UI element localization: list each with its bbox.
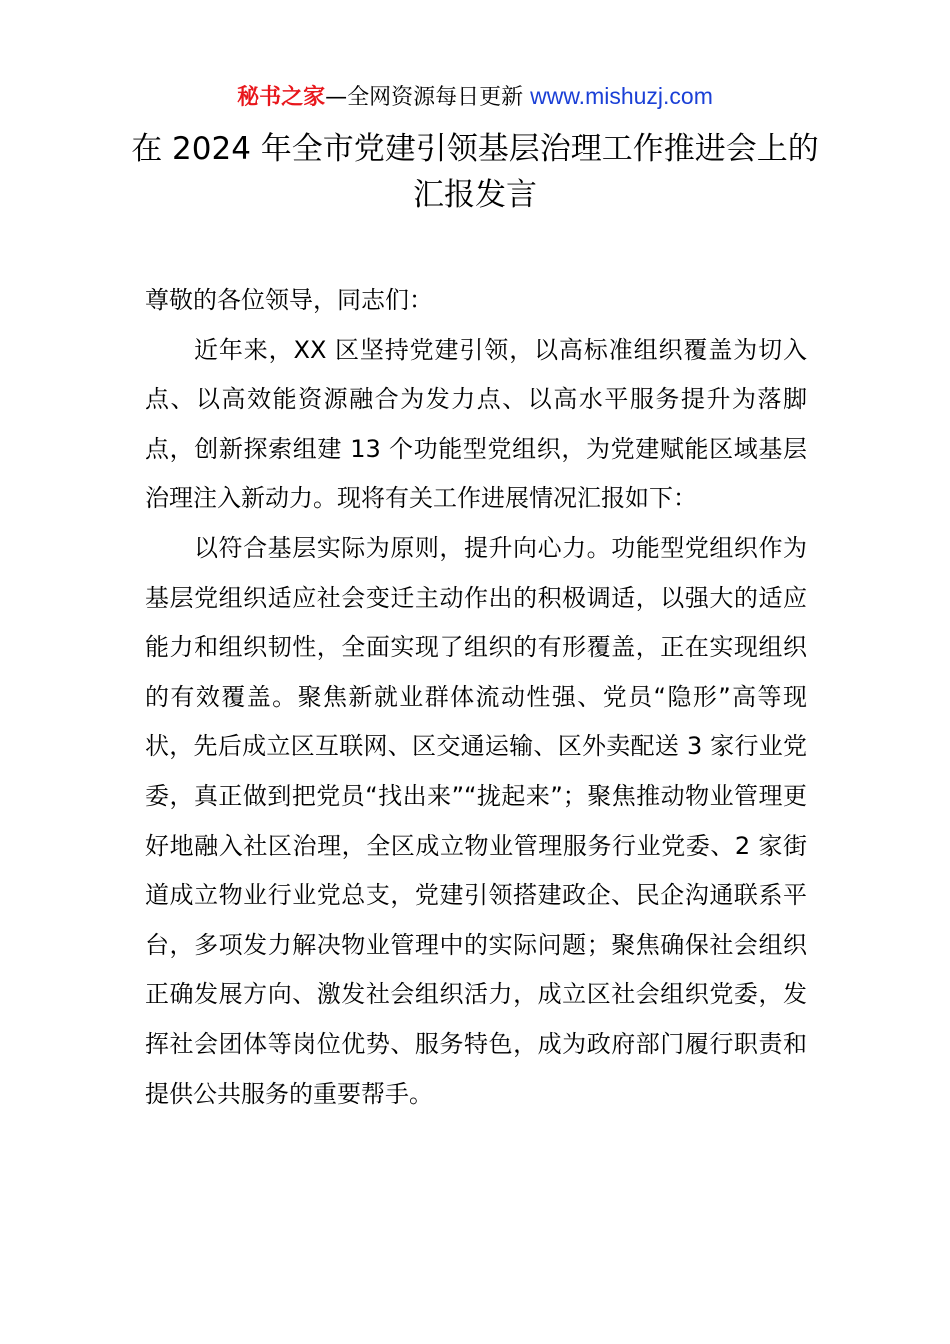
site-tagline: —全网资源每日更新 <box>325 85 531 110</box>
site-header <box>0 80 950 114</box>
site-brand: 秘书之家 <box>237 85 326 110</box>
paragraph-principle: 以符合基层实际为原则，提升向心力。功能型党组织作为基层党组织适应社会变迁主动作出的积极调适，以强大的适应能力和组织韧性，全面实现了组织的有形覆盖，正在实现组织的有效覆盖。聚焦新就业群体流动性强、党员“隐形”高等现状，先后成立区互联网、区交通运输、区外卖配送 3 家行业党委，真正做到把党员“找出来”“拢起来”；聚焦推动物业管理更好地融入社区治理，全区成立物业管理服务行业党委、2 家街道成立物业行业党总支，党建引领搭建政企、民企沟通联系平台，多项发力解决物业管理中的实际问题；聚焦确保社会组织正确发展方向、激发社会组织活力，成立区社会组织党委，发挥社会团体等岗位优势、服务特色，成为政府部门履行职责和提供公共服务的重要帮手。 <box>145 533 807 1108</box>
document-body <box>145 276 807 1119</box>
salutation: 尊敬的各位领导，同志们： <box>145 286 433 314</box>
site-url-link[interactable]: www.mishuzj.com <box>530 83 713 109</box>
paragraph-intro: 近年来，XX 区坚持党建引领，以高标准组织覆盖为切入点、以高效能资源融合为发力点、以高水平服务提升为落脚点，创新探索组建 13 个功能型党组织，为党建赋能区域基层治理注入新动力。现将有关工作进展情况汇报如下： <box>145 335 807 513</box>
document-title: 在 2024 年全市党建引领基层治理工作推进会上的汇报发言 <box>131 131 819 213</box>
